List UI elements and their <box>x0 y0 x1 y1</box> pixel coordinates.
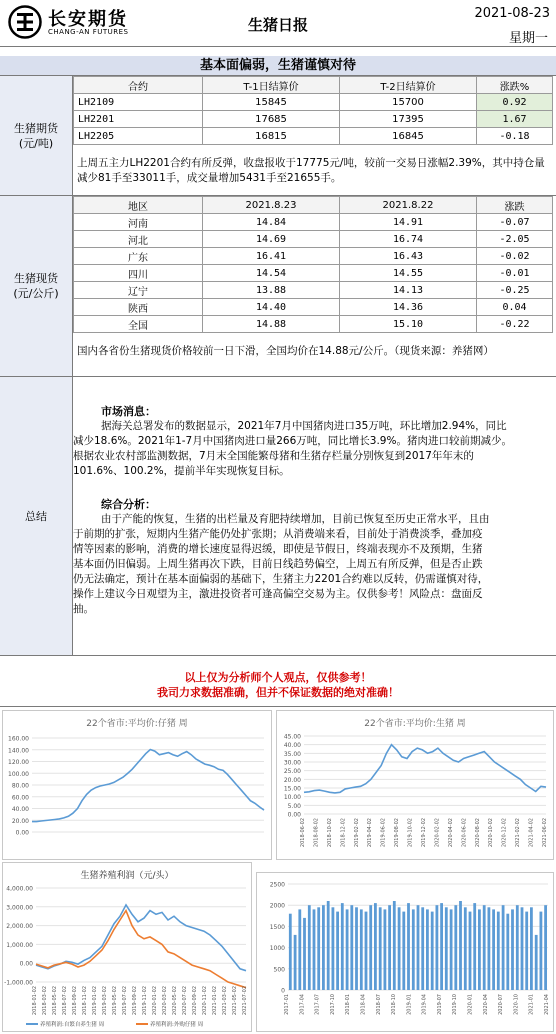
report-header <box>0 0 556 46</box>
x-tick-label: 2021-06-02 <box>542 818 548 848</box>
hog-price-chart <box>276 710 554 860</box>
bar <box>407 903 410 990</box>
x-tick-label: 2018-01 <box>345 994 352 1015</box>
bar <box>398 907 401 990</box>
news-line: 根据农业农村部监测数据，7月末全国能繁母猪和生猪存栏量分别恢复到2017年年末的 <box>73 450 474 462</box>
x-tick-label: 2018-07 <box>375 994 382 1015</box>
news-line: 据海关总署发布的数据显示，2021年7月中国猪肉进口35万吨，环比增加2.94%，同比 <box>101 420 507 432</box>
headline-banner: 基本面偏弱，生猪谨慎对待 <box>0 56 556 76</box>
y-tick-label: 1,000.00 <box>6 941 33 949</box>
spot-section <box>0 196 556 377</box>
y-tick-label: 0.00 <box>287 811 301 819</box>
bar <box>511 909 514 990</box>
news-title: 市场消息： <box>101 405 156 418</box>
bar <box>502 905 505 990</box>
bar <box>483 905 486 990</box>
bar <box>289 914 292 990</box>
y-tick-label: -1,000.00 <box>4 979 33 987</box>
y-tick-label: 40.00 <box>283 742 301 750</box>
y-tick-label: 0 <box>281 987 285 995</box>
bar <box>402 912 405 990</box>
bar <box>521 907 524 990</box>
x-tick-label: 2020-06-02 <box>461 818 468 848</box>
chart-title: 生猪养殖利润（元/头） <box>80 871 174 881</box>
news-line: 减少18.6%。2021年1-7月中国猪肉进口量266万吨，同比增长3.9%。猪肉进口较前期减少。 <box>73 435 512 447</box>
x-tick-label: 2019-10 <box>452 994 459 1015</box>
x-tick-label: 2020-07 <box>498 994 505 1015</box>
bar <box>516 905 519 990</box>
bar <box>303 918 306 990</box>
x-tick-label: 2018-07-02 <box>62 986 68 1016</box>
analysis-line: 操作上建议今日观望为主，激进投资者可逢高偏空交易为主。仅供参考！风险点：盘面反 <box>73 588 483 600</box>
x-tick-label: 2019-09-02 <box>132 986 138 1016</box>
x-tick-label: 2019-12-02 <box>421 818 427 848</box>
bar <box>346 909 349 990</box>
y-tick-label: 2500 <box>269 881 285 889</box>
analysis-line: 于前期的扩张，短期内生猪产能仍处扩张期；从消费端来看，目前处于消费淡季，叠加疫 <box>73 528 483 540</box>
bar <box>454 905 457 990</box>
x-tick-label: 2019-07-02 <box>122 986 128 1016</box>
y-tick-label: 3,000.00 <box>6 904 33 912</box>
spot-note: 国内各省份生猪现货价格较前一日下滑，全国均价在14.88元/公斤。（现货来源：养猪网） <box>77 345 494 357</box>
y-tick-label: 1000 <box>269 945 285 953</box>
x-tick-label: 2020-11-02 <box>202 986 208 1016</box>
table-row: 陕西 14.40 14.36 0.04 <box>74 299 553 316</box>
bar <box>384 909 387 990</box>
x-tick-label: 2018-08-02 <box>313 818 320 848</box>
analysis-title: 综合分析： <box>101 498 156 511</box>
y-tick-label: 140.00 <box>8 747 29 755</box>
table-row: LH2205 16815 16845 -0.18 <box>74 128 553 145</box>
x-tick-label: 2021-07-02 <box>242 986 248 1016</box>
analysis-line: 情等因素的影响，消费的增长速度显得迟缓，即使是节假日，终端表现亦不及预期，生猪 <box>73 543 483 555</box>
y-tick-label: 5.00 <box>287 802 301 810</box>
bar <box>379 907 382 990</box>
x-tick-label: 2021-01 <box>528 994 535 1015</box>
summary-label: 总结 <box>0 377 73 655</box>
y-tick-label: 120.00 <box>8 759 29 766</box>
x-tick-label: 2019-04 <box>421 994 428 1015</box>
spot-table <box>73 196 553 333</box>
y-tick-label: 80.00 <box>11 782 29 790</box>
x-tick-label: 2020-01-02 <box>152 986 158 1016</box>
bar <box>464 907 467 990</box>
bar <box>488 907 491 990</box>
x-tick-label: 2019-07 <box>436 994 443 1015</box>
bar <box>327 901 330 990</box>
legend-label: 养殖利润:自繁自养生猪 周 <box>40 1022 105 1028</box>
x-tick-label: 2019-01 <box>406 994 413 1015</box>
analysis-line: 抽。 <box>73 603 94 615</box>
chart-title: 22个省市:平均价:仔猪 周 <box>86 719 188 729</box>
analysis-line: 基本面仍旧偏弱。上周生猪再次下跌，目前日线趋势偏空，上周五有所反弹，但是否止跌 <box>73 558 483 570</box>
bar <box>506 914 509 990</box>
x-tick-label: 2021-01-02 <box>212 986 218 1016</box>
charts-divider <box>0 706 556 707</box>
analysis-line: 仍无法确定，预计在基本面偏弱的基础下，生猪主力2201合约难以反转，仍需谨慎对待， <box>73 573 489 585</box>
bar <box>388 905 391 990</box>
bar <box>393 901 396 990</box>
bar <box>436 905 439 990</box>
y-tick-label: 20.00 <box>283 776 301 784</box>
y-tick-label: 15.00 <box>283 785 301 793</box>
y-tick-label: 10.00 <box>283 794 301 802</box>
x-tick-label: 2018-06-02 <box>300 818 306 848</box>
y-tick-label: 100.00 <box>8 770 29 778</box>
x-tick-label: 2019-10-02 <box>407 818 414 848</box>
bar <box>360 909 363 990</box>
x-tick-label: 2021-04-02 <box>528 818 535 848</box>
bar <box>459 901 462 990</box>
x-tick-label: 2020-05-02 <box>172 986 178 1016</box>
x-tick-label: 2020-03-02 <box>162 986 168 1016</box>
report-weekday: 星期一 <box>508 31 548 46</box>
y-tick-label: 40.00 <box>11 806 29 813</box>
x-tick-label: 2017-04 <box>299 994 306 1015</box>
bar <box>417 905 420 990</box>
x-tick-label: 2018-04 <box>360 994 367 1015</box>
x-tick-label: 2017-10 <box>329 994 336 1015</box>
x-tick-label: 2020-04 <box>482 994 489 1015</box>
bar <box>294 935 297 990</box>
table-row: 河北 14.69 16.74 -2.05 <box>74 231 553 248</box>
x-tick-label: 2020-08-02 <box>474 818 481 848</box>
bar <box>341 903 344 990</box>
x-tick-label: 2021-04 <box>544 994 550 1015</box>
disclaimer-line-1: 以上仅为分析师个人观点，仅供参考！ <box>184 671 372 684</box>
bar <box>412 909 415 990</box>
futures-section <box>0 76 556 196</box>
x-tick-label: 2020-09-02 <box>192 986 198 1016</box>
x-tick-label: 2019-04-02 <box>367 818 374 848</box>
bar <box>525 912 528 990</box>
table-row: LH2201 17685 17395 1.67 <box>74 111 553 128</box>
y-tick-label: 0.00 <box>19 960 33 968</box>
breeding-profit-chart <box>2 862 252 1032</box>
y-tick-label: 45.00 <box>283 733 301 741</box>
bar <box>492 909 495 990</box>
x-tick-label: 2018-10 <box>391 994 398 1015</box>
bar <box>540 912 543 990</box>
disclaimer-line-2: 我司力求数据准确，但并不保证数据的绝对准确！ <box>157 686 399 699</box>
x-tick-label: 2018-09-02 <box>72 986 78 1016</box>
x-tick-label: 2021-03-02 <box>222 986 228 1016</box>
bar <box>313 909 316 990</box>
x-tick-label: 2019-02-02 <box>353 818 360 848</box>
futures-header-row: 合约 T-1日结算价 T-2日结算价 涨跌% <box>74 77 553 94</box>
x-tick-label: 2018-03-02 <box>42 986 48 1016</box>
bar <box>317 907 320 990</box>
y-tick-label: 30.00 <box>283 759 301 767</box>
bar <box>535 935 538 990</box>
bar <box>478 909 481 990</box>
summary-content <box>73 402 551 617</box>
y-tick-label: 35.00 <box>283 750 301 758</box>
analysis-line: 由于产能的恢复，生猪的出栏量及育肥持续增加，目前已恢复至历史正常水平，且由 <box>101 513 490 525</box>
y-tick-label: 0.00 <box>15 829 29 837</box>
company-logo-icon <box>8 5 42 39</box>
x-tick-label: 2020-02-02 <box>434 818 441 848</box>
bar <box>332 907 335 990</box>
bar <box>473 903 476 990</box>
bar <box>421 907 424 990</box>
futures-table <box>73 76 553 145</box>
disclaimer <box>0 670 556 700</box>
x-tick-label: 2018-10-02 <box>326 818 333 848</box>
x-tick-label: 2017-07 <box>314 994 321 1015</box>
x-tick-label: 2019-05-02 <box>112 986 118 1016</box>
y-tick-label: 2,000.00 <box>6 923 33 931</box>
x-tick-label: 2019-01-02 <box>92 986 98 1016</box>
spot-header-row: 地区 2021.8.23 2021.8.22 涨跌 <box>74 197 553 214</box>
monthly-bar-chart <box>256 872 554 1032</box>
bar <box>336 912 339 990</box>
x-tick-label: 2021-05-02 <box>232 986 238 1016</box>
x-tick-label: 2018-12-02 <box>340 818 347 848</box>
x-tick-label: 2020-04-02 <box>447 818 454 848</box>
bar <box>350 905 353 990</box>
report-title: 生猪日报 <box>247 16 308 34</box>
bar <box>544 905 547 990</box>
y-tick-label: 20.00 <box>11 817 29 825</box>
bar <box>355 907 358 990</box>
bar <box>374 903 377 990</box>
bar <box>369 905 372 990</box>
legend-label: 养殖利润:外购仔猪 周 <box>150 1022 204 1028</box>
table-row: 广东 16.41 16.43 -0.02 <box>74 248 553 265</box>
x-tick-label: 2020-01 <box>467 994 474 1015</box>
y-tick-label: 2000 <box>269 902 285 910</box>
y-tick-label: 160.00 <box>8 735 29 743</box>
bar <box>445 907 448 990</box>
table-row: 全国 14.88 15.10 -0.22 <box>74 316 553 333</box>
x-tick-label: 2020-10-02 <box>488 818 495 848</box>
y-tick-label: 500 <box>273 966 285 974</box>
bar <box>365 912 368 990</box>
x-tick-label: 2020-12-02 <box>501 818 508 848</box>
header-divider <box>0 46 556 47</box>
x-tick-label: 2017-01 <box>284 994 290 1015</box>
y-tick-label: 4,000.00 <box>6 885 33 893</box>
bar <box>308 905 311 990</box>
bar <box>469 912 472 990</box>
bar <box>431 912 434 990</box>
bar <box>426 909 429 990</box>
y-tick-label: 60.00 <box>11 794 29 802</box>
x-tick-label: 2021-02-02 <box>515 818 522 848</box>
x-tick-label: 2018-11-02 <box>82 986 88 1016</box>
table-row: LH2109 15845 15700 0.92 <box>74 94 553 111</box>
y-tick-label: 25.00 <box>283 768 301 776</box>
bar <box>450 909 453 990</box>
x-tick-label: 2019-11-02 <box>142 986 148 1016</box>
chart-title: 22个省市:平均价:生猪 周 <box>364 719 466 729</box>
x-tick-label: 2018-05-02 <box>52 986 58 1016</box>
x-tick-label: 2019-03-02 <box>102 986 108 1016</box>
spot-label: 生猪现货 (元/公斤) <box>0 196 73 376</box>
futures-note: 上周五主力LH2201合约有所反弹，收盘报收于17775元/吨，较前一交易日涨幅2.39%，其中持仓量减少81手至33011手，成交量增加5431手至21655手。 <box>77 157 545 184</box>
news-line: 101.6%、100.2%，提前半年实现恢复目标。 <box>73 465 290 477</box>
company-logo <box>8 5 158 41</box>
bar <box>440 903 443 990</box>
piglet-price-chart <box>2 710 272 860</box>
x-tick-label: 2020-10 <box>513 994 520 1015</box>
x-tick-label: 2019-08-02 <box>394 818 401 848</box>
x-tick-label: 2019-06-02 <box>380 818 387 848</box>
bar <box>322 905 325 990</box>
bar <box>497 912 500 990</box>
x-tick-label: 2020-07-02 <box>182 986 188 1016</box>
table-row: 河南 14.84 14.91 -0.07 <box>74 214 553 231</box>
futures-label: 生猪期货 (元/吨) <box>0 76 73 195</box>
x-tick-label: 2018-01-02 <box>32 986 38 1016</box>
company-name-en: CHANG-AN FUTURES <box>48 28 129 36</box>
table-row: 四川 14.54 14.55 -0.01 <box>74 265 553 282</box>
company-name-cn: 长安期货 <box>48 9 128 30</box>
table-row: 辽宁 13.88 14.13 -0.25 <box>74 282 553 299</box>
bar <box>298 909 301 990</box>
report-date: 2021-08-23 <box>474 6 550 21</box>
y-tick-label: 1500 <box>269 923 285 931</box>
bar <box>530 907 533 990</box>
